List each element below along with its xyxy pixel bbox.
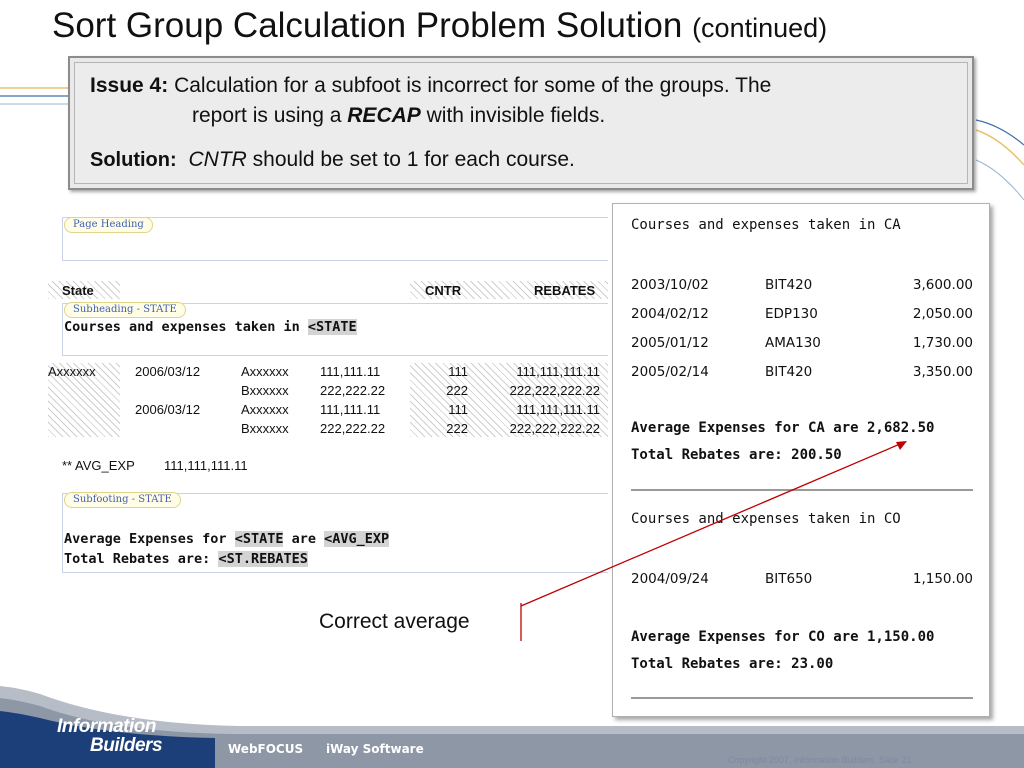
report-row-amount: 3,350.00 (912, 364, 973, 380)
product-webfocus: WebFOCUS (228, 742, 304, 756)
company-logo-line1: Information (57, 716, 156, 737)
rebates-field[interactable]: <ST.REBATES (218, 551, 308, 567)
group-rebates-line: Total Rebates are: 23.00 (631, 656, 834, 672)
issue-label: Issue 4: (90, 74, 169, 97)
design-row-rebates-cell: 222,222,222.22 (509, 421, 600, 436)
column-header-cntr: CNTR (425, 283, 462, 298)
report-row-course: BIT420 (765, 364, 813, 380)
design-row-cntr-cell: 111 (448, 402, 468, 417)
design-row-course-cell: Axxxxxx (241, 402, 289, 417)
page-heading-tag[interactable]: Page Heading (64, 217, 153, 233)
group-rebates-line: Total Rebates are: 200.50 (631, 447, 842, 463)
design-row-date-cell: 2006/03/12 (135, 402, 201, 417)
design-row-course-cell: Axxxxxx (241, 364, 289, 379)
state-field[interactable]: <STATE (307, 319, 357, 335)
report-row-course: EDP130 (765, 306, 818, 322)
report-row-course: AMA130 (765, 335, 821, 351)
solution-text: should be set to 1 for each course. (252, 148, 575, 171)
subfoot-line1-mid: are (291, 531, 317, 547)
title-main: Sort Group Calculation Problem Solution (52, 6, 683, 45)
subfoot-line2-pre: Total Rebates are: (64, 551, 211, 567)
design-row-amount-cell: 111,111.11 (320, 364, 381, 379)
group-heading: Courses and expenses taken in CA (631, 217, 901, 233)
column-header-state: State (62, 283, 94, 298)
design-row-amount-cell: 222,222.22 (320, 421, 386, 436)
report-row-course: BIT420 (765, 277, 813, 293)
product-iway: iWay Software (326, 742, 424, 756)
report-row-amount: 2,050.00 (912, 306, 973, 322)
state-field[interactable]: <STATE (234, 531, 284, 547)
avg-exp-label: ** AVG_EXP (62, 458, 135, 473)
report-row-date: 2005/02/14 (631, 364, 709, 380)
group-heading: Courses and expenses taken in CO (631, 511, 901, 527)
report-row-course: BIT650 (765, 571, 813, 587)
design-row-date-cell: 2006/03/12 (135, 364, 201, 379)
subfoot-line1-pre: Average Expenses for (64, 531, 227, 547)
solution-label: Solution: (90, 149, 177, 171)
column-header-rebates: REBATES (534, 283, 596, 298)
design-row-rebates-cell: 111,111,111.11 (516, 402, 600, 417)
design-row-cntr-cell: 222 (446, 383, 468, 398)
subheading-tag[interactable]: Subheading - STATE (64, 302, 186, 318)
design-row-cntr-cell: 222 (446, 421, 468, 436)
report-row-amount: 1,150.00 (912, 571, 973, 587)
report-row-date: 2004/09/24 (631, 571, 709, 587)
recap-keyword: RECAP (347, 104, 421, 127)
design-row-course-cell: Bxxxxxx (241, 421, 289, 436)
subheading-text-pre: Courses and expenses taken in (64, 319, 300, 335)
design-row-state-cell: Axxxxxx (48, 364, 96, 379)
copyright-text: Copyright 2007, Information Builders. Slide 21 (728, 755, 912, 765)
design-row-course-cell: Bxxxxxx (241, 383, 289, 398)
design-row-amount-cell: 111,111.11 (320, 402, 381, 417)
company-logo-line2: Builders (90, 735, 163, 756)
report-row-amount: 1,730.00 (912, 335, 973, 351)
design-row-cntr-cell: 111 (448, 364, 468, 379)
report-row-date: 2004/02/12 (631, 306, 709, 322)
title-suffix: (continued) (692, 13, 828, 43)
avg-exp-field[interactable]: <AVG_EXP (324, 531, 390, 547)
issue-text-line2-pre: report is using a (192, 104, 342, 127)
report-row-date: 2005/01/12 (631, 335, 709, 351)
issue-text-line1: Calculation for a subfoot is incorrect for some of the groups. The (174, 74, 772, 97)
design-row-amount-cell: 222,222.22 (320, 383, 386, 398)
group-average-line: Average Expenses for CO are 1,150.00 (631, 629, 935, 645)
design-row-rebates-cell: 111,111,111.11 (516, 364, 600, 379)
report-row-date: 2003/10/02 (631, 277, 709, 293)
issue-text-line2-post: with invisible fields. (426, 104, 606, 127)
subfooting-tag[interactable]: Subfooting - STATE (64, 492, 181, 508)
cntr-keyword: CNTR (188, 148, 247, 171)
group-average-line: Average Expenses for CA are 2,682.50 (631, 420, 935, 436)
callout-label: Correct average (319, 610, 470, 633)
design-row-rebates-cell: 222,222,222.22 (509, 383, 600, 398)
report-row-amount: 3,600.00 (912, 277, 973, 293)
avg-exp-value: 111,111,111.11 (164, 458, 248, 473)
